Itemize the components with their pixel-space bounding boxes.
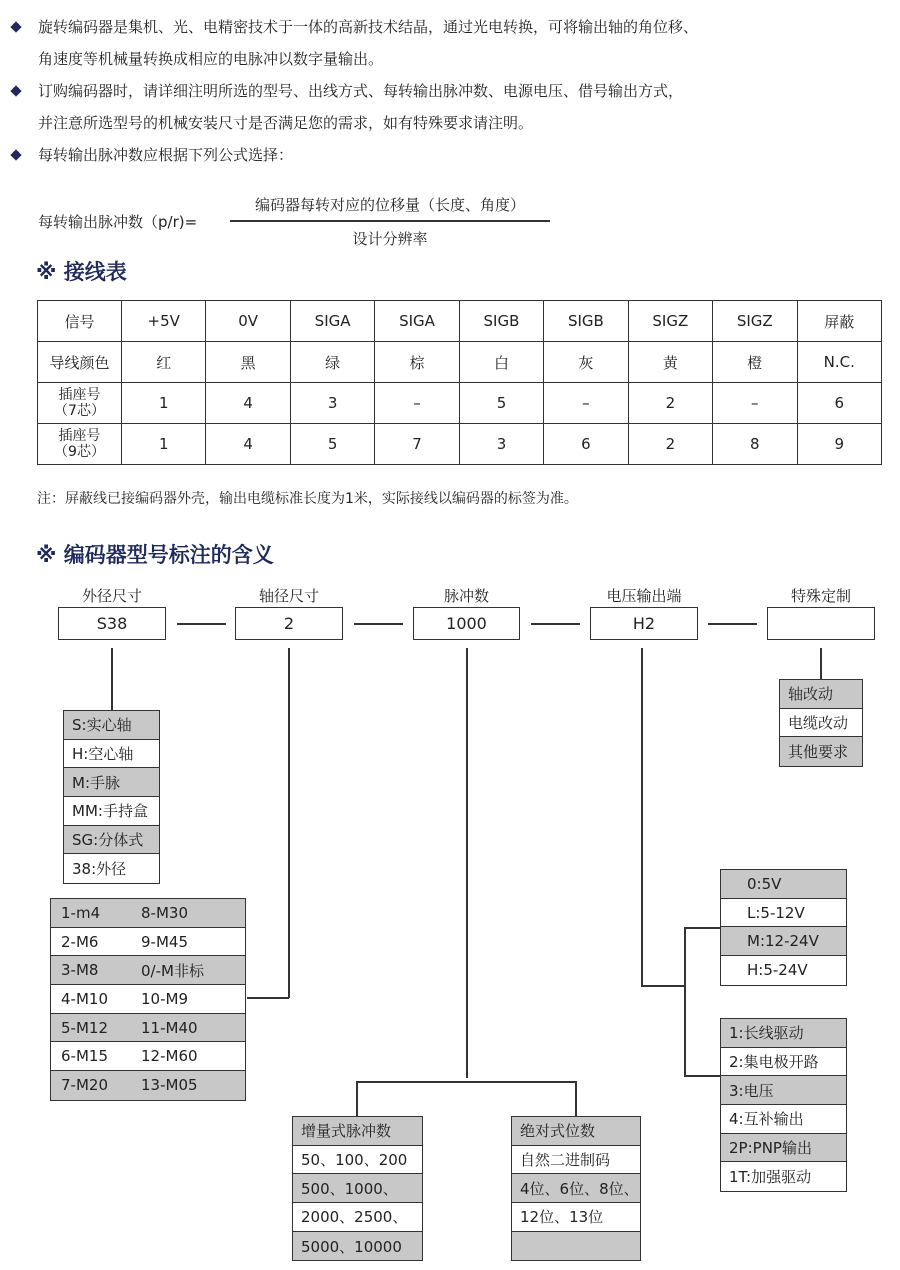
option-value: 1-m4 xyxy=(61,903,101,922)
wiring-cell: 1 xyxy=(122,383,206,424)
wiring-row xyxy=(38,342,882,383)
wiring-row-header: 插座号 （9芯） xyxy=(38,424,122,465)
custom-options-list xyxy=(779,679,863,767)
option-item: M:12-24V xyxy=(721,927,846,956)
wiring-cell: 黄 xyxy=(628,342,712,383)
option-item: 4位、6位、8位、 xyxy=(512,1174,640,1203)
intro-line: 并注意所选型号的机械安装尺寸是否满足您的需求，如有特殊要求请注明。 xyxy=(38,114,534,132)
wiring-cell: N.C. xyxy=(797,342,882,383)
connector-line xyxy=(466,648,468,1078)
wiring-cell: – xyxy=(544,383,628,424)
option-value: 4-M10 xyxy=(61,989,108,1008)
field-label-shaft: 轴径尺寸 xyxy=(258,587,319,605)
wiring-cell: 白 xyxy=(459,342,543,383)
wiring-cell: SIGZ xyxy=(628,301,712,342)
option-item: 电缆改动 xyxy=(780,709,862,738)
wiring-row-header: 信号 xyxy=(38,301,122,342)
option-value: 7-M20 xyxy=(61,1076,108,1095)
option-item: SG:分体式 xyxy=(64,826,159,855)
option-item: 4:互补输出 xyxy=(721,1105,846,1134)
connector-line xyxy=(247,997,289,999)
option-item: 轴改动 xyxy=(780,680,862,709)
wiring-cell: 0V xyxy=(206,301,290,342)
wiring-cell: – xyxy=(713,383,797,424)
option-item xyxy=(51,1014,245,1043)
intro-line: 每转输出脉冲数应根据下列公式选择： xyxy=(38,146,294,164)
wiring-cell: 3 xyxy=(290,383,374,424)
option-item: 38:外径 xyxy=(72,860,127,879)
connector-line xyxy=(641,985,685,987)
wiring-cell: 4 xyxy=(206,383,290,424)
intro-line: 角速度等机械量转换成相应的电脉冲以数字量输出。 xyxy=(38,50,384,68)
bullet-icon xyxy=(10,149,21,160)
connector-line xyxy=(575,1081,577,1116)
option-value: 12-M60 xyxy=(141,1047,198,1066)
option-item: 5000、10000 xyxy=(293,1232,422,1261)
option-item: 其他要求 xyxy=(780,737,862,766)
connector-line xyxy=(111,648,113,710)
incremental-options-list xyxy=(292,1116,423,1261)
intro-line: 旋转编码器是集机、光、电精密技术于一体的高新技术结晶，通过光电转换，可将输出轴的角位移、 xyxy=(38,18,699,36)
field-box-outer: S38 xyxy=(58,607,166,640)
option-item: M:手脉 xyxy=(64,768,159,797)
dash-separator xyxy=(354,623,403,625)
connector-line xyxy=(820,648,822,679)
bullet-icon xyxy=(10,21,21,32)
wiring-note: 注：屏蔽线已接编码器外壳，输出电缆标准长度为1米，实际接线以编码器的标签为准。 xyxy=(37,491,578,507)
option-value: 3-M8 xyxy=(61,961,99,980)
wiring-cell: 屏蔽 xyxy=(797,301,882,342)
field-box-custom xyxy=(767,607,875,640)
option-item: 1T:加强驱动 xyxy=(729,1168,812,1187)
absolute-options-list xyxy=(511,1116,641,1261)
connector-line xyxy=(684,927,720,929)
wiring-cell: 1 xyxy=(122,424,206,465)
wiring-cell: 5 xyxy=(290,424,374,465)
field-label-pulse: 脉冲数 xyxy=(443,587,489,605)
wiring-cell: 红 xyxy=(122,342,206,383)
option-value: 9-M45 xyxy=(141,932,188,951)
field-box-voltage: H2 xyxy=(590,607,698,640)
section-title-wiring: ※ 接线表 xyxy=(36,260,127,284)
connector-line xyxy=(356,1081,358,1116)
wiring-cell: 5 xyxy=(459,383,543,424)
wiring-cell: 黑 xyxy=(206,342,290,383)
wiring-cell: 4 xyxy=(206,424,290,465)
wiring-row xyxy=(38,383,882,424)
connector-line xyxy=(288,648,290,998)
option-value: 2-M6 xyxy=(61,932,99,951)
option-item xyxy=(51,899,245,928)
dash-separator xyxy=(177,623,226,625)
field-label-outer: 外径尺寸 xyxy=(81,587,142,605)
field-box-shaft: 2 xyxy=(235,607,343,640)
option-item xyxy=(512,1232,640,1261)
field-label-custom: 特殊定制 xyxy=(790,587,851,605)
dash-separator xyxy=(531,623,580,625)
wiring-cell: 8 xyxy=(713,424,797,465)
option-item: 2:集电极开路 xyxy=(721,1048,846,1077)
formula-denominator: 设计分辨率 xyxy=(352,230,428,248)
wiring-cell: 6 xyxy=(544,424,628,465)
wiring-cell: 棕 xyxy=(375,342,459,383)
outer-options-list xyxy=(63,710,160,884)
option-item xyxy=(51,928,245,957)
option-item: 绝对式位数 xyxy=(512,1117,640,1146)
wiring-cell: 橙 xyxy=(713,342,797,383)
option-item: MM:手持盒 xyxy=(64,797,159,826)
option-value: 8-M30 xyxy=(141,903,188,922)
option-item: 500、1000、 xyxy=(293,1174,422,1203)
option-item: S:实心轴 xyxy=(64,711,159,740)
option-value: 13-M05 xyxy=(141,1076,198,1095)
shaft-options-list xyxy=(50,898,246,1101)
wiring-cell: +5V xyxy=(122,301,206,342)
wiring-row-header: 导线颜色 xyxy=(38,342,122,383)
option-item: L:5-12V xyxy=(721,899,846,928)
wiring-cell: – xyxy=(375,383,459,424)
option-item xyxy=(51,1071,245,1100)
wiring-cell: 3 xyxy=(459,424,543,465)
connector-line xyxy=(684,927,686,1075)
wiring-row-header: 插座号 （7芯） xyxy=(38,383,122,424)
option-item: H:5-24V xyxy=(747,961,808,980)
fraction-bar xyxy=(230,220,550,222)
wiring-cell: 2 xyxy=(628,383,712,424)
option-item: 12位、13位 xyxy=(512,1203,640,1232)
wiring-cell: 7 xyxy=(375,424,459,465)
wiring-cell: SIGB xyxy=(459,301,543,342)
wiring-cell: 6 xyxy=(797,383,882,424)
formula-left: 每转输出脉冲数（p/r)= xyxy=(38,213,198,231)
output-options-list xyxy=(720,1018,847,1192)
wiring-cell: 灰 xyxy=(544,342,628,383)
wiring-table xyxy=(37,300,882,465)
option-item: 2P:PNP输出 xyxy=(721,1134,846,1163)
bullet-icon xyxy=(10,85,21,96)
option-item: 增量式脉冲数 xyxy=(293,1117,422,1146)
option-item: 0:5V xyxy=(721,870,846,899)
option-item xyxy=(51,1042,245,1071)
wiring-cell: SIGZ xyxy=(713,301,797,342)
wiring-cell: 绿 xyxy=(290,342,374,383)
wiring-row xyxy=(38,301,882,342)
wiring-row xyxy=(38,424,882,465)
option-item: H:空心轴 xyxy=(64,740,159,769)
option-item: 3:电压 xyxy=(721,1076,846,1105)
connector-line xyxy=(356,1081,576,1083)
option-item: 2000、2500、 xyxy=(293,1203,422,1232)
option-item: 1:长线驱动 xyxy=(721,1019,846,1048)
connector-line xyxy=(641,648,643,986)
section-title-model: ※ 编码器型号标注的含义 xyxy=(36,543,274,567)
formula-numerator: 编码器每转对应的位移量（长度、角度） xyxy=(254,196,525,214)
wiring-cell: SIGA xyxy=(375,301,459,342)
field-label-voltage: 电压输出端 xyxy=(606,587,682,605)
option-item: 50、100、200 xyxy=(293,1146,422,1175)
option-item xyxy=(51,985,245,1014)
wiring-cell: SIGA xyxy=(290,301,374,342)
wiring-cell: 2 xyxy=(628,424,712,465)
field-box-pulse: 1000 xyxy=(413,607,520,640)
option-item xyxy=(51,956,245,985)
voltage-options-list xyxy=(720,869,847,986)
option-value: 10-M9 xyxy=(141,989,188,1008)
option-item: 自然二进制码 xyxy=(512,1146,640,1175)
intro-line: 订购编码器时，请详细注明所选的型号、出线方式、每转输出脉冲数、电源电压、借号输出方式， xyxy=(38,82,684,100)
wiring-cell: SIGB xyxy=(544,301,628,342)
wiring-cell: 9 xyxy=(797,424,882,465)
option-value: 0/-M非标 xyxy=(141,961,204,980)
dash-separator xyxy=(708,623,757,625)
option-value: 11-M40 xyxy=(141,1018,198,1037)
option-value: 5-M12 xyxy=(61,1018,108,1037)
option-value: 6-M15 xyxy=(61,1047,108,1066)
connector-line xyxy=(684,1075,720,1077)
